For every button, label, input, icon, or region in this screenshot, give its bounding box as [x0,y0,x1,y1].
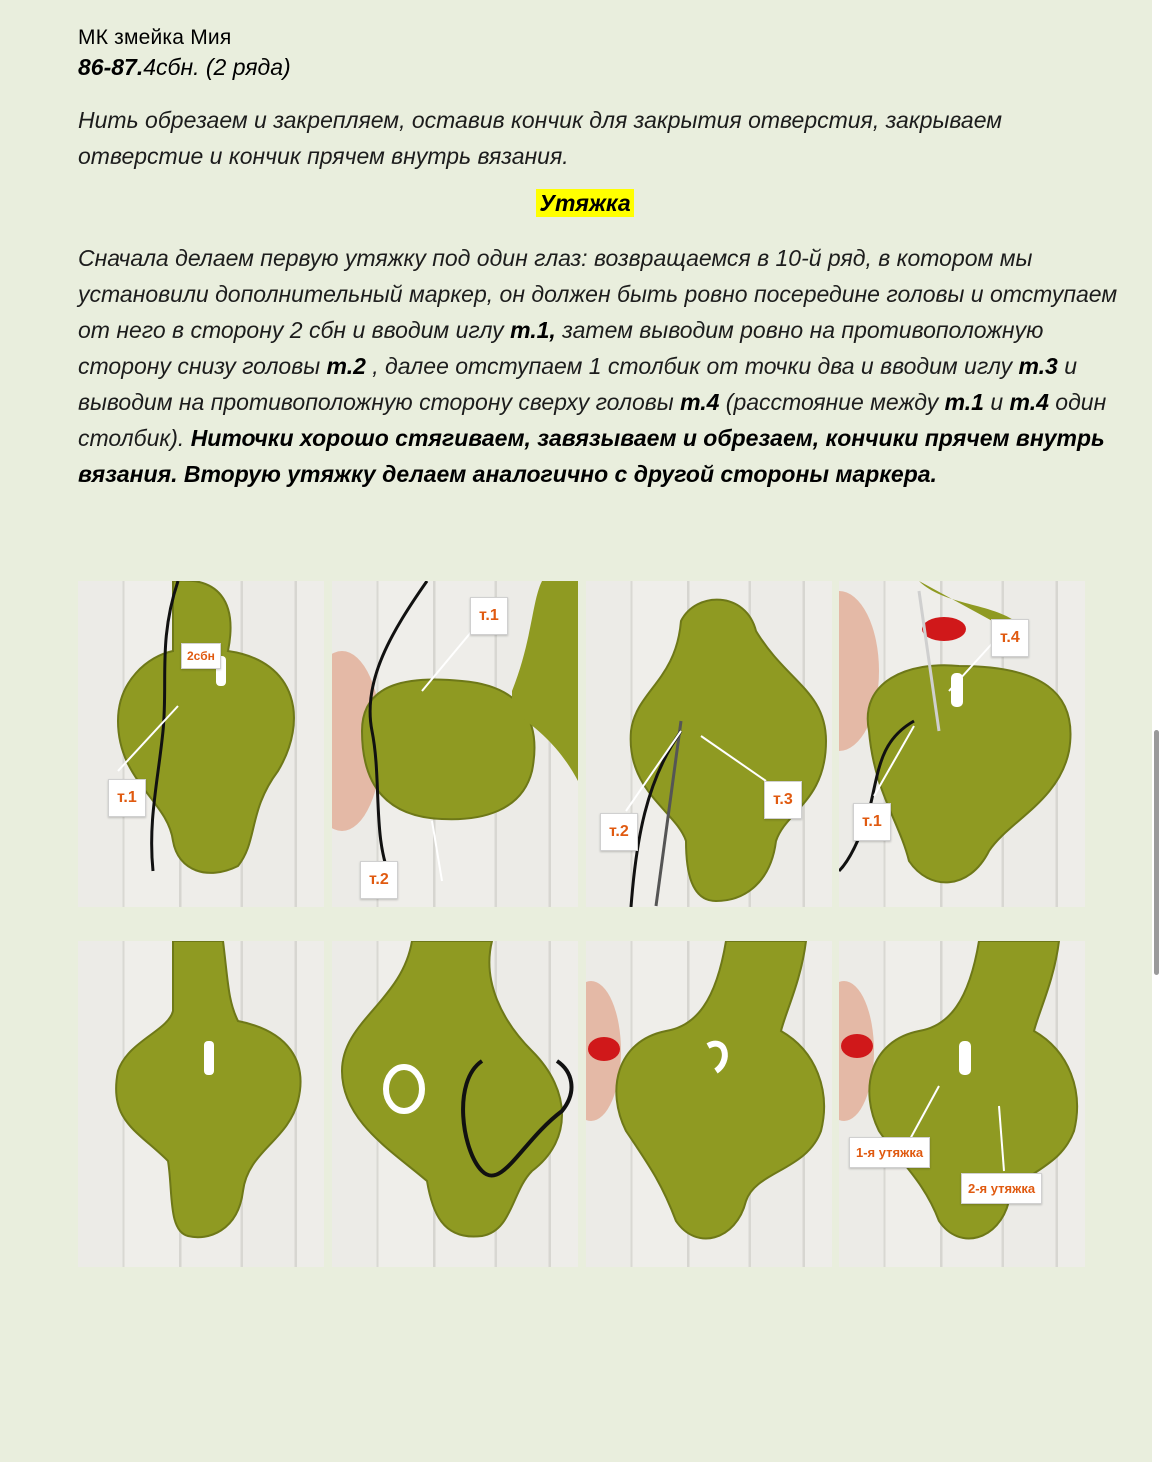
point-ref: т.4 [1009,389,1049,415]
crochet-head-illustration [78,941,324,1267]
step-photo-4 [839,581,1085,907]
row-instruction [78,54,291,81]
step-photo-1 [78,581,324,907]
label-t4: т.4 [991,619,1029,657]
section-heading [0,190,1170,217]
crochet-head-illustration [586,941,832,1267]
text-run: один столбик). [78,389,1107,451]
point-ref: т.3 [1018,353,1058,379]
crochet-head-illustration [586,581,832,907]
label-first-tightening: 1-я утяжка [849,1137,930,1168]
text-run: затем выводим ровно на противоположную сторону снизу головы [78,317,1044,379]
finishing-paragraph: Нить обрезаем и закрепляем, оставив кончик для закрытия отверстия, закрываем отверстие и кончик прячем внутрь вязания. [78,107,1003,169]
step-photo-8 [839,941,1085,1267]
point-ref: т.1, [510,317,556,343]
step-photo-7 [586,941,832,1267]
text-run: и выводим на противоположную сторону сверху головы [78,353,1078,415]
text-run: , далее отступаем 1 столбик от точки два и вводим иглу [365,353,1019,379]
section-heading-text: Утяжка [536,189,633,217]
row-stitches: 4сбн. (2 ряда) [143,54,291,80]
crochet-head-illustration [839,581,1085,907]
point-ref: т.1 [944,389,984,415]
point-ref: т.2 [326,353,366,379]
crochet-head-illustration [332,581,578,907]
row-numbers: 86-87. [78,54,144,80]
crochet-head-illustration [839,941,1085,1267]
label-t1: т.1 [108,779,146,817]
text-run: (расстояние между [719,389,945,415]
instructions-paragraph [78,240,1118,492]
label-t2: т.2 [360,861,398,899]
scrollbar-thumb[interactable] [1154,730,1159,975]
step-photo-5 [78,941,324,1267]
step-photo-3 [586,581,832,907]
crochet-head-illustration [332,941,578,1267]
point-ref: т.4 [680,389,720,415]
step-photo-6 [332,941,578,1267]
text-run: и [983,389,1010,415]
step-photo-2 [332,581,578,907]
document-title: МК змейка Мия [78,26,232,49]
label-second-tightening: 2-я утяжка [961,1173,1042,1204]
label-2sbn: 2сбн [181,643,221,669]
label-t2: т.2 [600,813,638,851]
text-run: Сначала делаем первую утяжку под один глаз: возвращаемся в 10-й ряд, в котором мы установили дополнительный маркер, он должен быть ровно посередине головы и отступаем от него в сторону 2 сбн и вводим иглу [78,245,1118,343]
label-t3: т.3 [764,781,802,819]
crochet-head-illustration [78,581,324,907]
label-t1: т.1 [853,803,891,841]
label-t1: т.1 [470,597,508,635]
bold-instruction: Ниточки хорошо стягиваем, завязываем и обрезаем, кончики прячем внутрь вязания. Вторую утяжку делаем аналогично с другой стороны маркера. [78,425,1105,487]
